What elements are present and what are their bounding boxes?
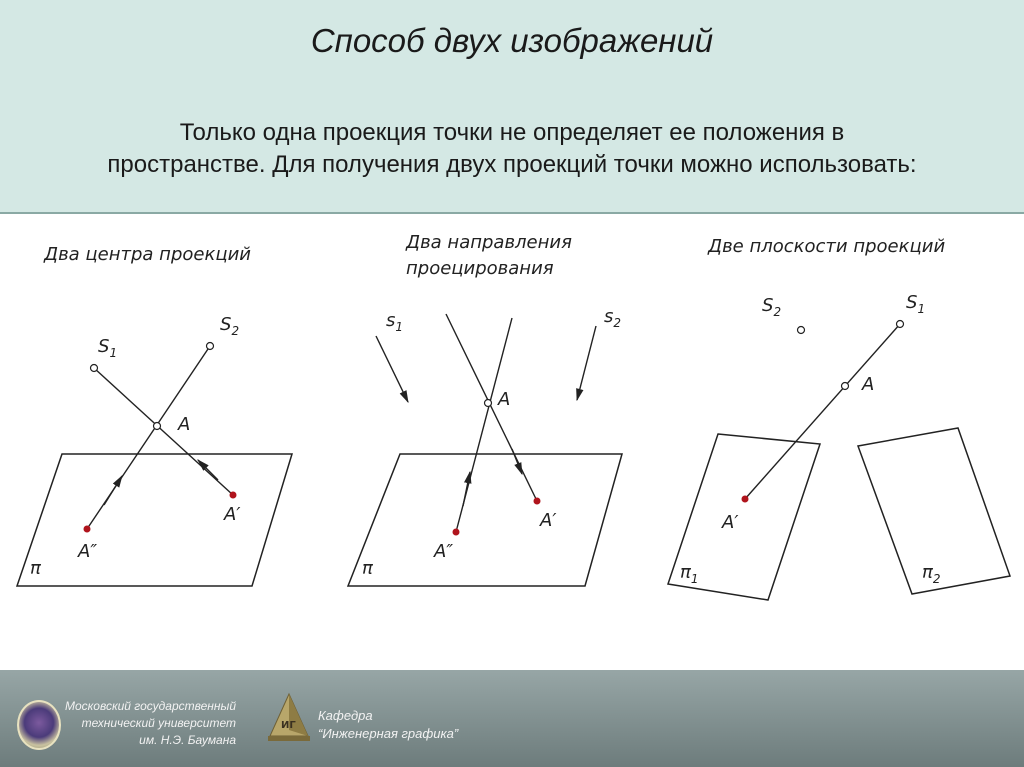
slide-title: Способ двух изображений bbox=[310, 22, 714, 59]
label-a-middle: A bbox=[498, 389, 511, 410]
department-name bbox=[318, 707, 458, 743]
subtitle-line-2: пространстве. Для получения двух проекций точки можно использовать: bbox=[107, 151, 917, 178]
point-a2-left bbox=[84, 526, 91, 533]
point-a-left bbox=[154, 423, 161, 430]
university-name bbox=[60, 698, 236, 749]
university-line-1: Московский государственный bbox=[64, 699, 236, 713]
arrow-left-1 bbox=[104, 476, 122, 505]
point-s2-right bbox=[798, 327, 805, 334]
point-a-middle bbox=[485, 400, 492, 407]
label-pi2: $\pi_2$ bbox=[922, 562, 941, 586]
projection-diagrams bbox=[0, 214, 1024, 670]
point-a2-middle bbox=[453, 529, 460, 536]
subtitle-line-1: Только одна проекция точки не определяет ее положения в bbox=[179, 119, 845, 146]
department-line-2: “Инженерная графика” bbox=[318, 726, 459, 741]
label-pi-middle: π bbox=[362, 558, 373, 579]
svg-text:ИГ: ИГ bbox=[281, 720, 296, 731]
arrow-middle-1 bbox=[463, 472, 470, 506]
university-emblem-icon bbox=[17, 700, 61, 750]
point-a1-left bbox=[230, 492, 237, 499]
ray-s1-a1-right bbox=[745, 324, 900, 499]
label-s2-left: $S_2$ bbox=[220, 314, 240, 338]
caption-two-directions-2: проецирования bbox=[406, 258, 554, 279]
department-logo-icon bbox=[264, 692, 314, 744]
direction-s1 bbox=[376, 336, 408, 402]
plane-pi-middle bbox=[348, 454, 622, 586]
label-s1-right: $S_1$ bbox=[906, 292, 926, 316]
ray-middle-1 bbox=[446, 314, 537, 501]
caption-two-centers: Два центра проекций bbox=[44, 244, 251, 265]
arrow-middle-2 bbox=[512, 449, 522, 474]
plane-pi2 bbox=[858, 428, 1010, 594]
caption-two-directions-1: Два направления bbox=[406, 232, 572, 253]
label-a1-left: A′ bbox=[224, 504, 241, 525]
university-line-2: технический университет bbox=[81, 716, 236, 730]
ray-s1-a1 bbox=[94, 368, 233, 495]
label-a-left: A bbox=[178, 414, 191, 435]
direction-s2 bbox=[577, 326, 596, 400]
point-s1-left bbox=[91, 365, 98, 372]
label-a-right: A bbox=[862, 374, 875, 395]
label-s1-middle: $s_1$ bbox=[386, 310, 404, 334]
point-a1-middle bbox=[534, 498, 541, 505]
point-a-right bbox=[842, 383, 849, 390]
diagram-two-centers bbox=[17, 244, 292, 586]
point-s2-left bbox=[207, 343, 214, 350]
label-a2-left: A″ bbox=[78, 541, 98, 562]
caption-two-planes: Две плоскости проекций bbox=[708, 236, 946, 257]
label-a1-middle: A′ bbox=[540, 510, 557, 531]
point-a1-right bbox=[742, 496, 749, 503]
label-s2-middle: $s_2$ bbox=[604, 306, 622, 330]
arrow-left-2 bbox=[198, 460, 218, 480]
department-line-1: Кафедра bbox=[318, 708, 373, 723]
diagram-two-directions bbox=[348, 232, 622, 586]
label-pi1: $\pi_1$ bbox=[680, 562, 699, 586]
diagram-panel bbox=[0, 212, 1024, 672]
label-s2-right: $S_2$ bbox=[762, 295, 782, 319]
plane-pi-left bbox=[17, 454, 292, 586]
label-a1-right: A′ bbox=[722, 512, 739, 533]
label-s1-left: $S_1$ bbox=[98, 336, 118, 360]
diagram-two-planes bbox=[668, 236, 1010, 600]
slide-subtitle bbox=[0, 117, 1024, 181]
footer bbox=[0, 670, 1024, 767]
point-s1-right bbox=[897, 321, 904, 328]
label-pi-left: π bbox=[30, 558, 41, 579]
university-line-3: им. Н.Э. Баумана bbox=[139, 733, 236, 747]
label-a2-middle: A″ bbox=[434, 541, 454, 562]
